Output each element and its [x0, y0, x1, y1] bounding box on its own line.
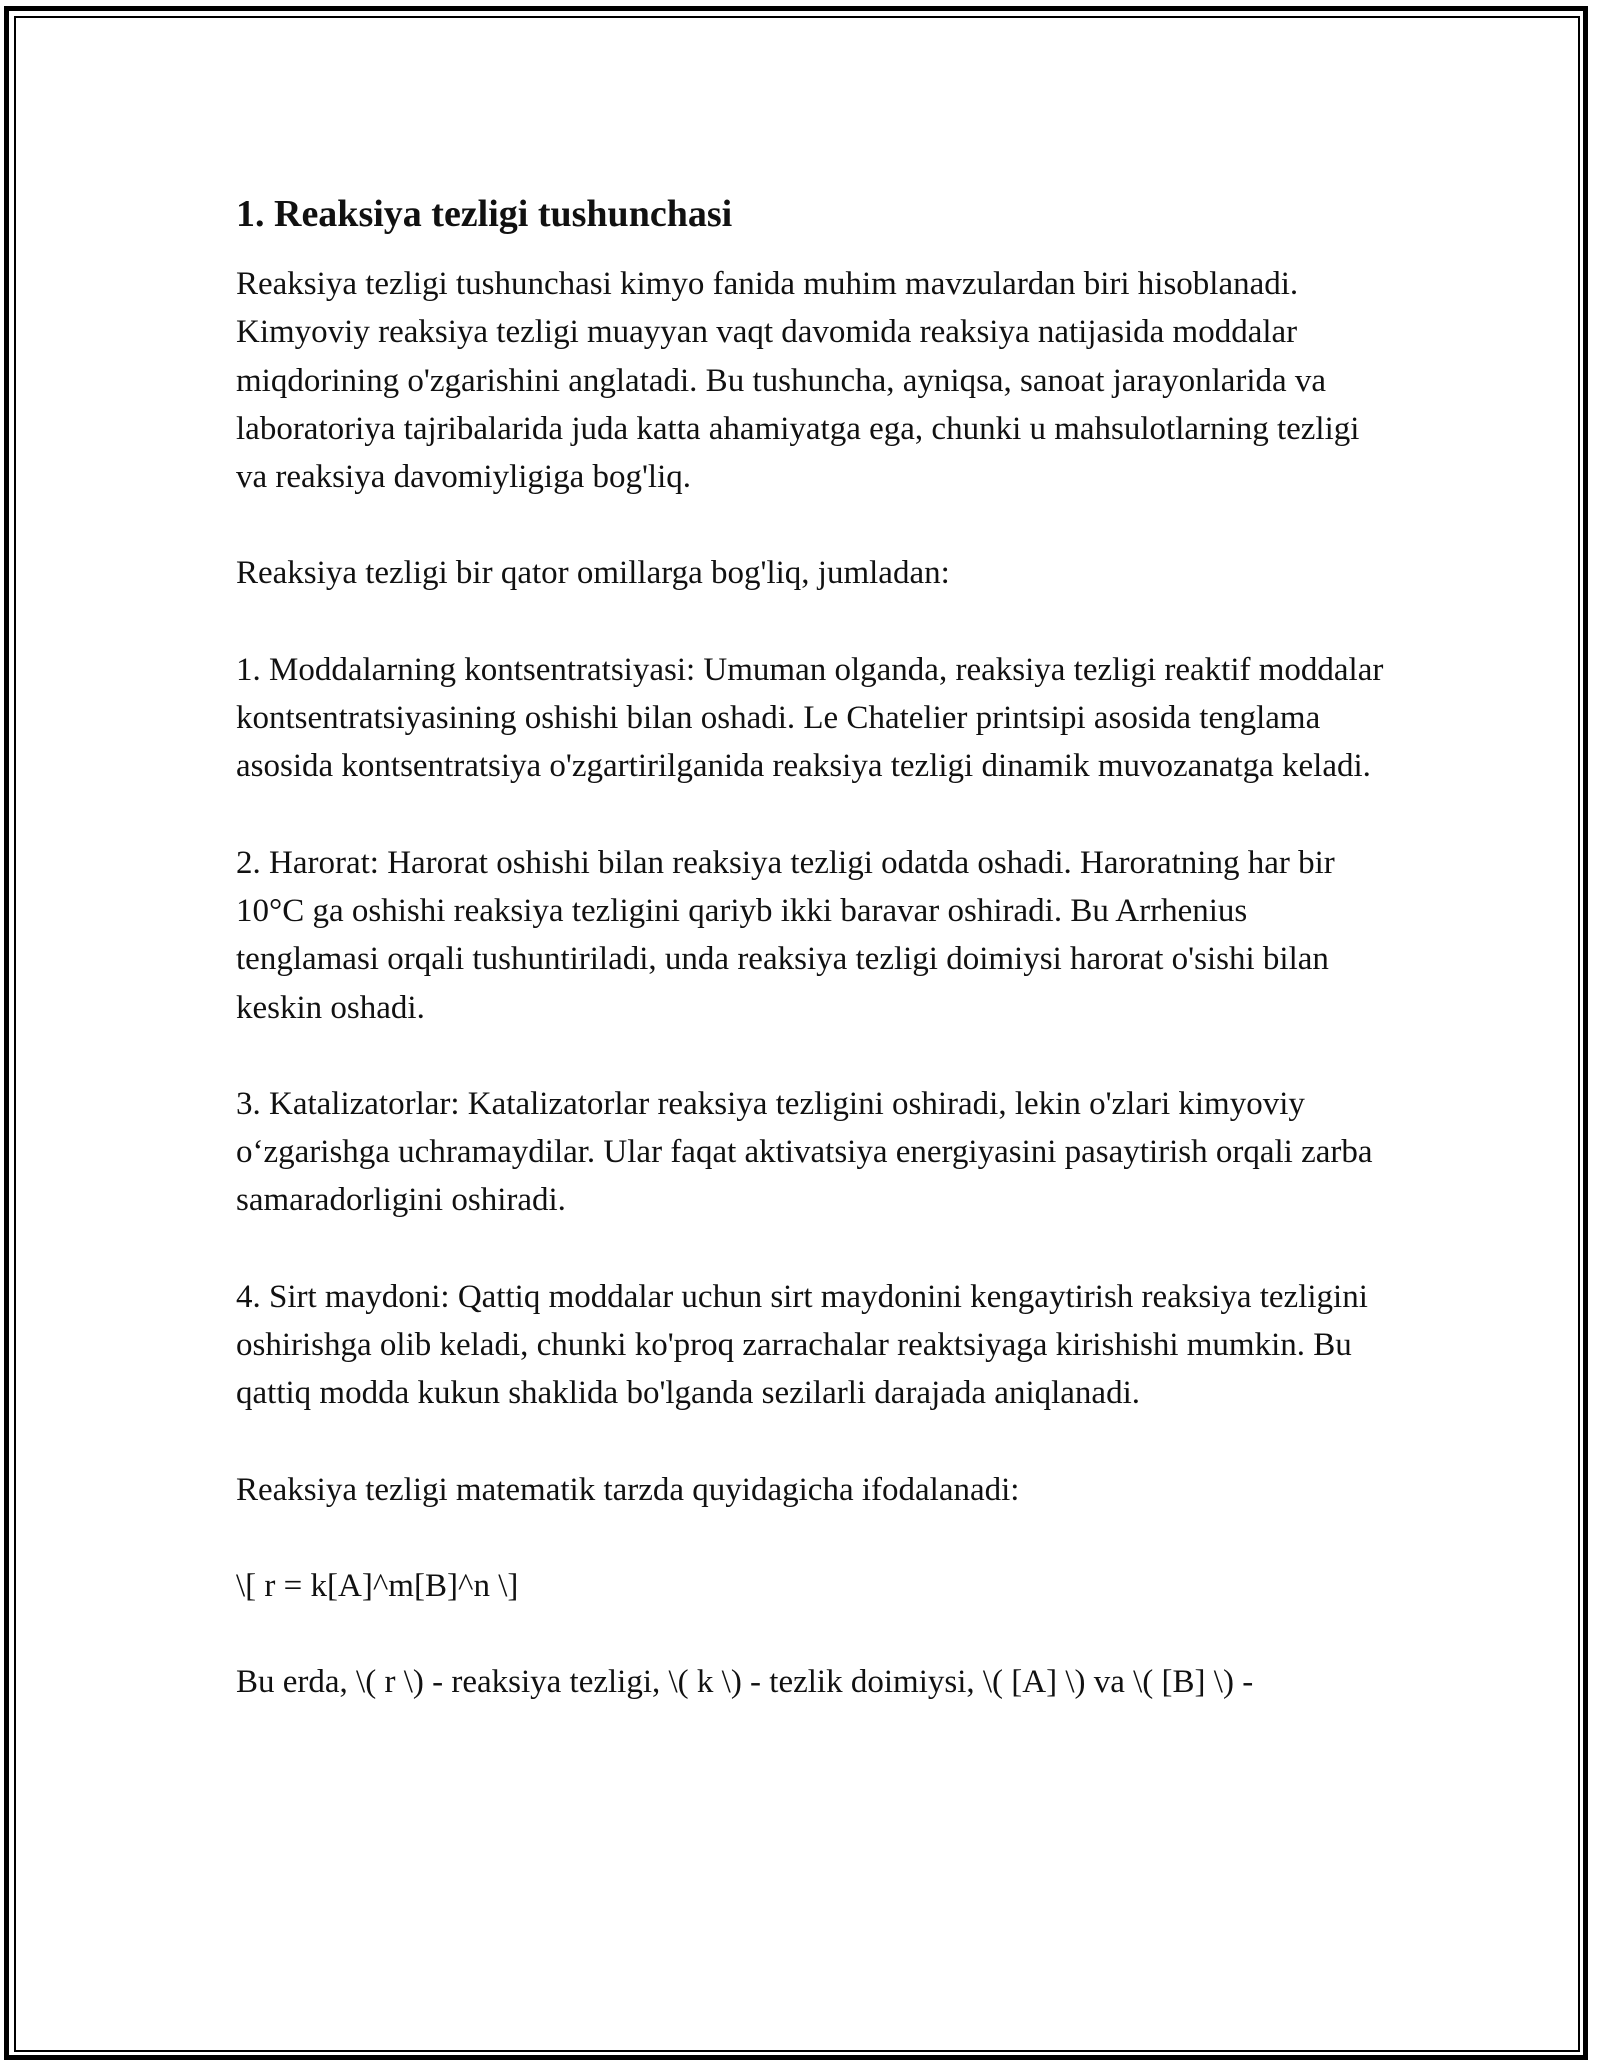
- section-heading: 1. Reaksiya tezligi tushunchasi: [236, 193, 733, 235]
- factor-temperature-paragraph: 2. Harorat: Harorat oshishi bilan reaksiya tezligi odatda oshadi. Haroratning har bir 10°C ga oshishi reaksiya tezligini qariyb ikki baravar oshiradi. Bu Arrhenius tenglamasi orqali tushuntiriladi, unda reaksiya tezligi doimiysi harorat o'sishi bilan keskin oshadi.: [236, 844, 1335, 1026]
- factor-catalysts-paragraph: 3. Katalizatorlar: Katalizatorlar reaksiya tezligini oshiradi, lekin o'zlari kimyoviy o‘zgarishga uchramaydilar. Ular faqat aktivatsiya energiyasini pasaytirish orqali zarba samaradorligini oshiradi.: [236, 1085, 1373, 1219]
- formula-intro-paragraph: Reaksiya tezligi matematik tarzda quyidagicha ifodalanadi:: [236, 1471, 1020, 1508]
- rate-formula: \[ r = k[A]^m[B]^n \]: [236, 1567, 519, 1604]
- document-body: [236, 188, 1386, 1755]
- factors-intro-paragraph: Reaksiya tezligi bir qator omillarga bog'liq, jumladan:: [236, 555, 950, 592]
- formula-explanation-paragraph: Bu erda, \( r \) - reaksiya tezligi, \( k \) - tezlik doimiysi, \( [A] \) va \( [B] \) -: [236, 1664, 1254, 1701]
- factor-concentration-paragraph: 1. Moddalarning kontsentratsiyasi: Umuman olganda, reaksiya tezligi reaktif moddalar kontsentratsiyasining oshishi bilan oshadi. Le Chatelier printsipi asosida tenglama asosida kontsentratsiya o'zgartirilganida reaksiya tezligi dinamik muvozanatga keladi.: [236, 651, 1384, 785]
- factor-surface-area-paragraph: 4. Sirt maydoni: Qattiq moddalar uchun sirt maydonini kengaytirish reaksiya tezligini oshirishga olib keladi, chunki ko'proq zarrachalar reaktsiyaga kirishishi mumkin. Bu qattiq modda kukun shaklida bo'lganda sezilarli darajada aniqlanadi.: [236, 1278, 1368, 1412]
- intro-paragraph: Reaksiya tezligi tushunchasi kimyo fanida muhim mavzulardan biri hisoblanadi. Kimyoviy reaksiya tezligi muayyan vaqt davomida reaksiya natijasida moddalar miqdorining o'zgarishini anglatadi. Bu tushuncha, ayniqsa, sanoat jarayonlarida va laboratoriya tajribalarida juda katta ahamiyatga ega, chunki u mahsulotlarning tezligi va reaksiya davomiyligiga bog'liq.: [236, 266, 1360, 496]
